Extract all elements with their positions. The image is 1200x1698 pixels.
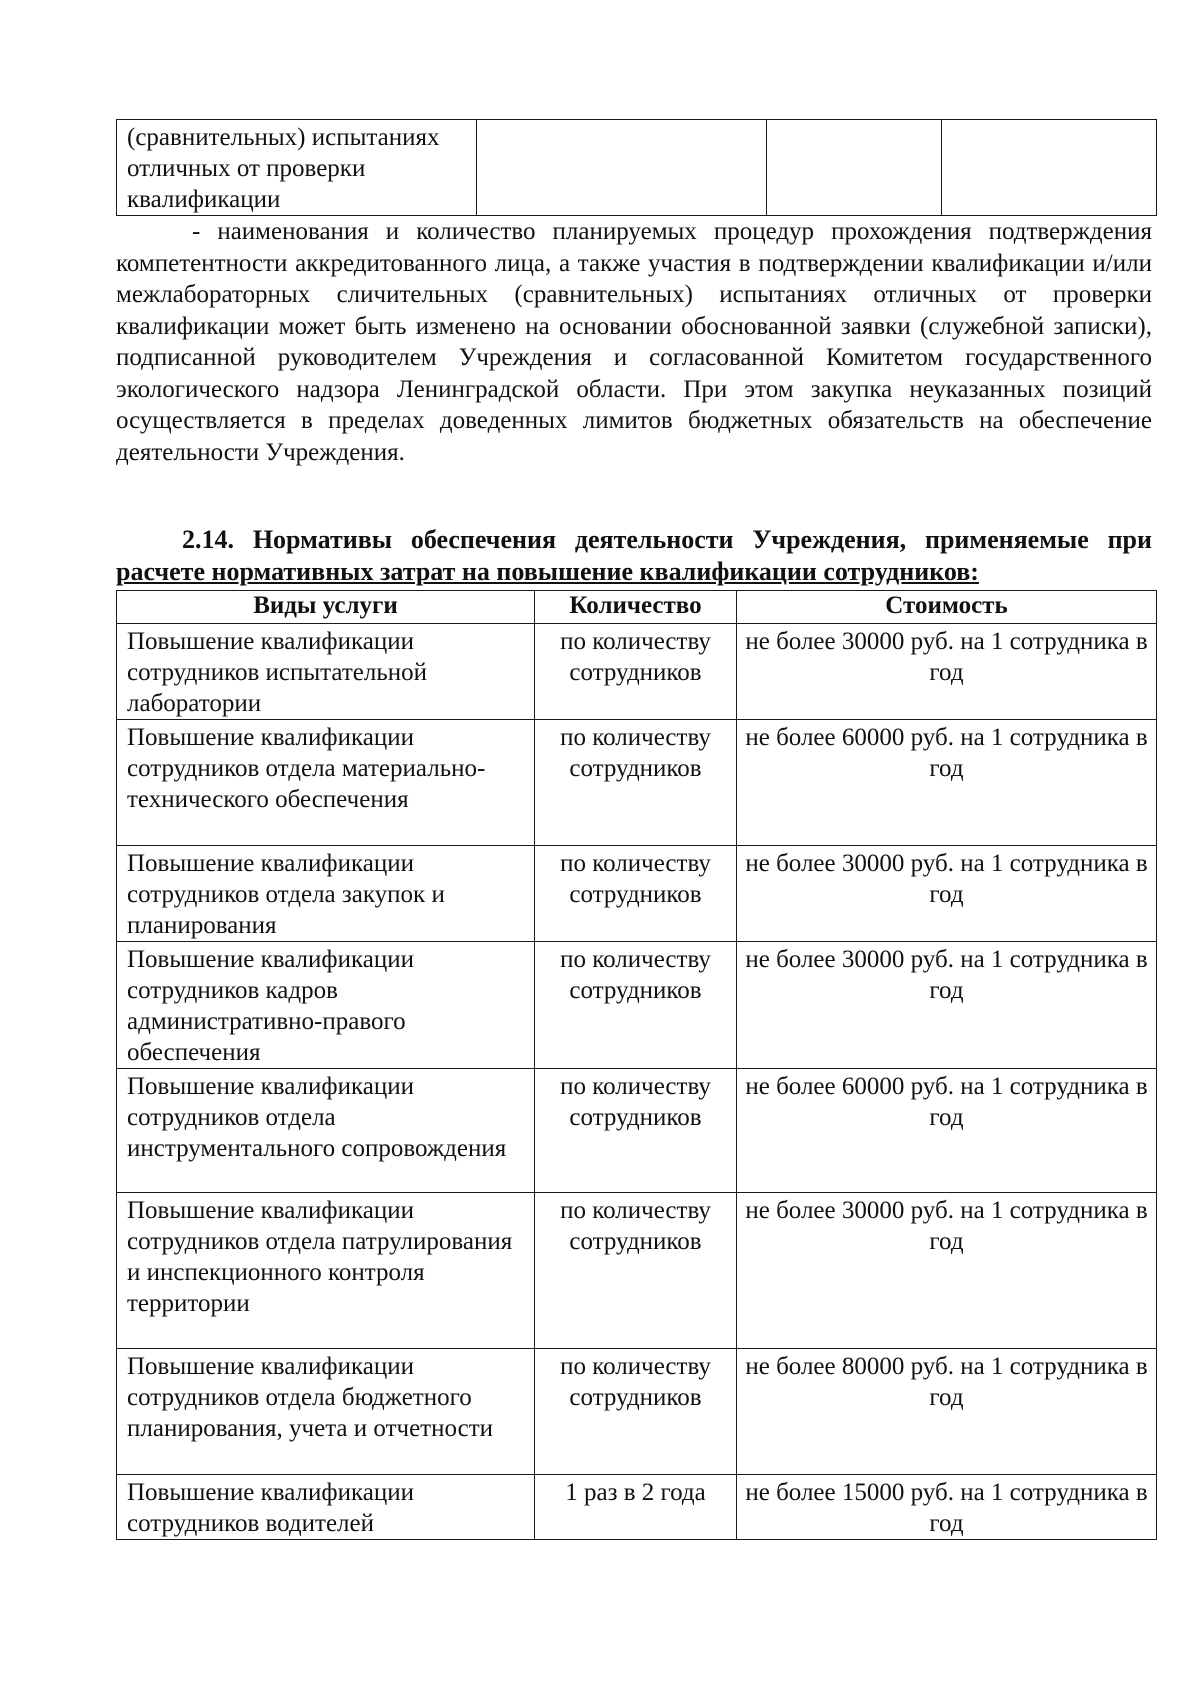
table-row (117, 624, 1157, 720)
column-header-service: Виды услуги (117, 591, 535, 624)
section-heading (116, 524, 1152, 588)
cost-cell: не более 30000 руб. на 1 сотрудника в год (737, 1193, 1157, 1349)
service-cell: Повышение квалификации сотрудников водителей (117, 1475, 535, 1540)
table-row (117, 942, 1157, 1069)
quantity-cell: по количеству сотрудников (535, 1069, 737, 1193)
cost-cell: не более 30000 руб. на 1 сотрудника в год (737, 942, 1157, 1069)
table-row (117, 1069, 1157, 1193)
service-cell: Повышение квалификации сотрудников отдела материально-технического обеспечения (117, 720, 535, 846)
service-cell: Повышение квалификации сотрудников кадров административно-правого обеспечения (117, 942, 535, 1069)
service-cell: Повышение квалификации сотрудников отдела инструментального сопровождения (117, 1069, 535, 1193)
table-header-row (117, 591, 1157, 624)
service-cell: Повышение квалификации сотрудников отдела бюджетного планирования, учета и отчетности (117, 1349, 535, 1475)
section-heading-main: 2.14. Нормативы обеспечения деятельности Учреждения, применяемые при (182, 525, 1152, 554)
column-header-cost: Стоимость (737, 591, 1157, 624)
column-header-quantity: Количество (535, 591, 737, 624)
quantity-cell: по количеству сотрудников (535, 1349, 737, 1475)
cost-cell: не более 60000 руб. на 1 сотрудника в год (737, 720, 1157, 846)
table-row (117, 720, 1157, 846)
table-cell (767, 120, 942, 216)
cost-cell: не более 30000 руб. на 1 сотрудника в год (737, 624, 1157, 720)
table-row (117, 1193, 1157, 1349)
service-cell: Повышение квалификации сотрудников отдела закупок и планирования (117, 846, 535, 942)
section-heading-tail: расчете нормативных затрат на повышение квалификации сотрудников: (116, 557, 979, 586)
cost-cell: не более 15000 руб. на 1 сотрудника в год (737, 1475, 1157, 1540)
quantity-cell: по количеству сотрудников (535, 942, 737, 1069)
cost-cell: не более 80000 руб. на 1 сотрудника в год (737, 1349, 1157, 1475)
table-row (117, 1349, 1157, 1475)
table-row (117, 120, 1157, 216)
quantity-cell: по количеству сотрудников (535, 624, 737, 720)
norms-table (116, 590, 1157, 1540)
service-cell: Повышение квалификации сотрудников отдела патрулирования и инспекционного контроля территории (117, 1193, 535, 1349)
quantity-cell: по количеству сотрудников (535, 1193, 737, 1349)
table-cell: (сравнительных) испытаниях отличных от проверки квалификации (117, 120, 477, 216)
quantity-cell: по количеству сотрудников (535, 846, 737, 942)
quantity-cell: по количеству сотрудников (535, 720, 737, 846)
cost-cell: не более 30000 руб. на 1 сотрудника в год (737, 846, 1157, 942)
table-cell (477, 120, 767, 216)
table-row (117, 1475, 1157, 1540)
table-cell (942, 120, 1157, 216)
cost-cell: не более 60000 руб. на 1 сотрудника в год (737, 1069, 1157, 1193)
service-cell: Повышение квалификации сотрудников испытательной лаборатории (117, 624, 535, 720)
continuation-table (116, 119, 1157, 216)
quantity-cell: 1 раз в 2 года (535, 1475, 737, 1540)
table-row (117, 846, 1157, 942)
body-paragraph: - наименования и количество планируемых процедур прохождения подтверждения компетентности аккредитованного лица, а также участия в подтверждении квалификации и/или межлабораторных сличительных (сравнительных) испытаниях отличных от проверки квалификации может быть изменено на основании обоснованной заявки (служебной записки), подписанной руководителем Учреждения и согласованной Комитетом государственного экологического надзора Ленинградской области. При этом закупка неуказанных позиций осуществляется в пределах доведенных лимитов бюджетных обязательств на обеспечение деятельности Учреждения. (116, 218, 1152, 466)
